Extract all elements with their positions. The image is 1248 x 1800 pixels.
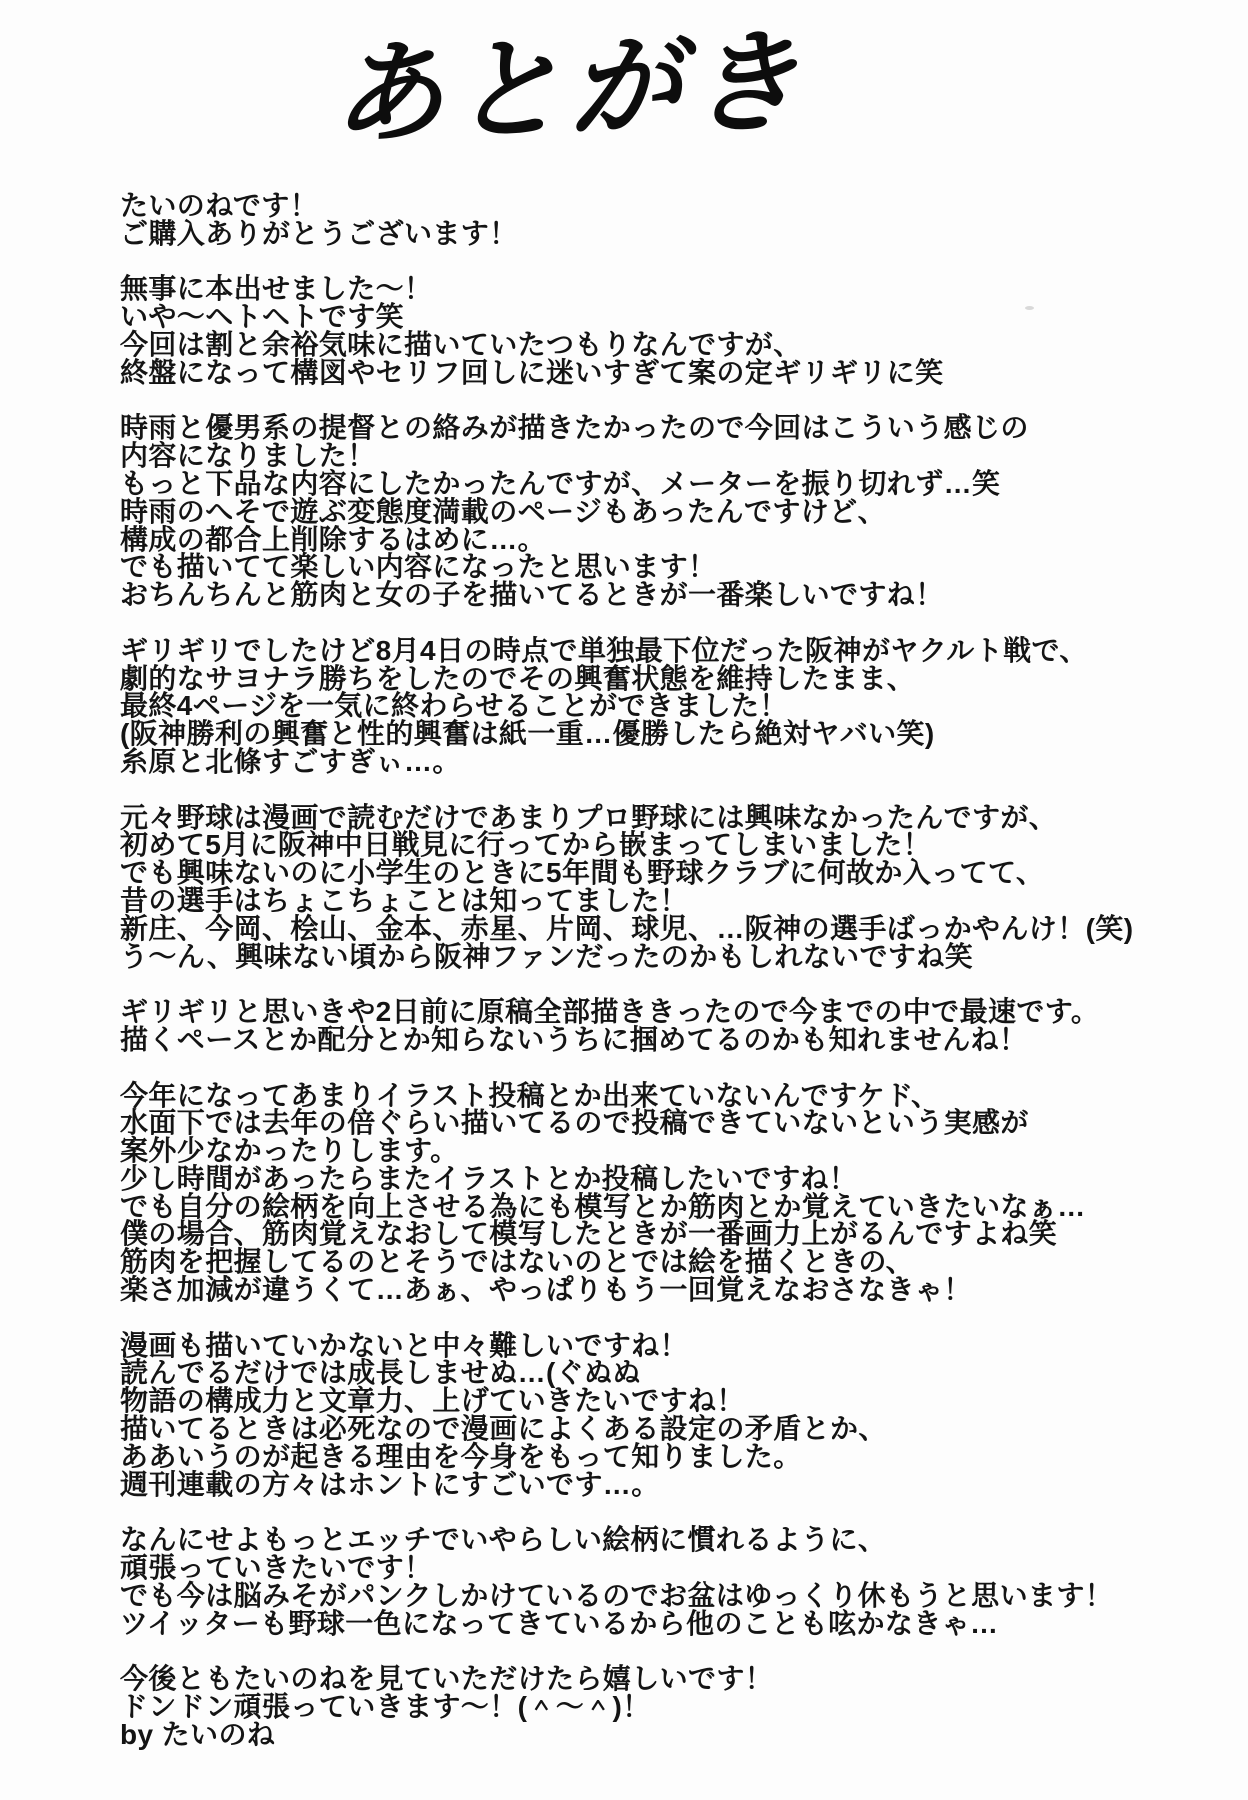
- text-line: おちんちんと筋肉と女の子を描いてるときが一番楽しいですね！: [120, 579, 944, 611]
- text-line: 今年になってあまりイラスト投稿とか出来ていないんですケド、: [120, 1079, 940, 1111]
- text-line: 時雨と優男系の提督との絡みが描きたかったので今回はこういう感じの: [120, 412, 1029, 444]
- text-line: 漫画も描いていかないと中々難しいですね！: [120, 1329, 689, 1361]
- text-line: 最終4ページを一気に終わらせることができました！: [120, 690, 788, 722]
- text-line: ツイッターも野球一色になってきているから他のことも呟かなきゃ…: [120, 1607, 999, 1639]
- text-line: 少し時間があったらまたイラストとか投稿したいですね！: [120, 1162, 858, 1194]
- text-line: 物語の構成力と文章力、上げていきたいですね！: [120, 1385, 745, 1417]
- paragraph: [120, 801, 1134, 972]
- scan-speck: [1025, 306, 1034, 310]
- paragraph: [120, 998, 1133, 1054]
- text-line: 楽さ加減が違うくて…あぁ、やっぱりもう一回覚えなおさなきゃ！: [120, 1274, 972, 1306]
- text-line: 筋肉を把握してるのとそうではないのとでは絵を描くときの、: [120, 1246, 915, 1278]
- text-line: たいのねです！: [120, 190, 319, 221]
- text-line: でも自分の絵柄を向上させる為にも模写とか筋肉とか覚えていきたいなぁ…: [120, 1190, 1086, 1222]
- text-line: 内容になりました！: [120, 440, 376, 472]
- text-line: いや～ヘトヘトです笑: [120, 301, 405, 333]
- text-line: 案外少なかったりします。: [120, 1135, 459, 1167]
- text-line: 時雨のへそで遊ぶ変態度満載のページもあったんですけど、: [120, 495, 886, 527]
- text-line: 描いてるときは必死なので漫画によくある設定の矛盾とか、: [120, 1413, 887, 1445]
- text-line: 初めて5月に阪神中日戦見に行ってから嵌まってしまいました！: [120, 829, 932, 861]
- text-line: ご購入ありがとうございます！: [120, 217, 518, 249]
- paragraph: [120, 1079, 1133, 1306]
- text-line: 無事に本出せました～！: [120, 273, 433, 305]
- text-line: でも描いてて楽しい内容になったと思います！: [120, 551, 717, 583]
- text-line: 描くペースとか配分とか知らないうちに掴めてるのかも知れませんね！: [120, 1023, 1028, 1055]
- text-line: う～ん、興味ない頃から阪神ファンだったのかもしれないですね笑: [120, 940, 974, 972]
- text-line: 構成の都合上削除するはめに…。: [120, 523, 547, 555]
- text-line: 水面下では去年の倍ぐらい描いてるので投稿できていないという実感が: [120, 1107, 1029, 1139]
- afterword-text: [120, 192, 1133, 1776]
- text-line: by たいのね: [120, 1718, 276, 1750]
- text-line: 今回は割と余裕気味に描いていたつもりなんですが、: [120, 328, 802, 360]
- text-line: (阪神勝利の興奮と性的興奮は紙一重…優勝したら絶対ヤバい笑): [120, 718, 935, 750]
- paragraph: [120, 1526, 1133, 1637]
- text-line: ギリギリと思いきや2日前に原稿全部描ききったので今までの中で最速です。: [120, 996, 1100, 1028]
- text-line: 終盤になって構図やセリフ回しに迷いすぎて案の定ギリギリに笑: [120, 356, 944, 388]
- text-line: でも興味ないのに小学生のときに5年間も野球クラブに何故か入ってて、: [120, 857, 1045, 889]
- text-line: 週刊連載の方々はホントにすごいです…。: [120, 1468, 660, 1500]
- text-line: もっと下品な内容にしたかったんですが、メーターを振り切れず…笑: [120, 467, 1001, 499]
- text-line: 読んでるだけでは成長しませぬ…(ぐぬぬ: [120, 1357, 641, 1389]
- text-line: 頑張っていきたいです！: [120, 1552, 433, 1584]
- page-title: あとがき: [329, 16, 809, 161]
- text-line: 元々野球は漫画で読むだけであまりプロ野球には興味なかったんですが、: [120, 801, 1058, 833]
- text-line: なんにせよもっとエッチでいやらしい絵柄に慣れるように、: [120, 1524, 887, 1556]
- text-line: ドンドン頑張っていきます～！(＾～＾)！: [120, 1691, 651, 1723]
- text-line: でも今は脳みそがパンクしかけているのでお盆はゆっくり休もうと思います！: [120, 1579, 1114, 1611]
- paragraph: [120, 414, 1133, 609]
- text-line: 今後ともたいのねを見ていただけたら嬉しいです！: [120, 1663, 774, 1695]
- text-line: ギリギリでしたけど8月4日の時点で単独最下位だった阪神がヤクルト戦で、: [120, 634, 1088, 666]
- text-line: 昔の選手はちょこちょことは知ってました！: [120, 884, 689, 916]
- text-line: 劇的なサヨナラ勝ちをしたのでその興奮状態を維持したまま、: [120, 662, 916, 694]
- paragraph: [120, 275, 1133, 386]
- paragraph: [120, 192, 1133, 248]
- text-line: ああいうのが起きる理由を今身をもって知りました。: [120, 1440, 802, 1472]
- paragraph: [120, 1329, 1133, 1500]
- text-line: 新庄、今岡、桧山、金本、赤星、片岡、球児、…阪神の選手ばっかやんけ！(笑): [120, 912, 1134, 944]
- text-line: 糸原と北條すごすぎぃ…。: [120, 745, 461, 777]
- paragraph: [120, 634, 1133, 777]
- paragraph: [120, 1665, 1133, 1748]
- text-line: 僕の場合、筋肉覚えなおして模写したときが一番画力上がるんですよね笑: [120, 1218, 1058, 1250]
